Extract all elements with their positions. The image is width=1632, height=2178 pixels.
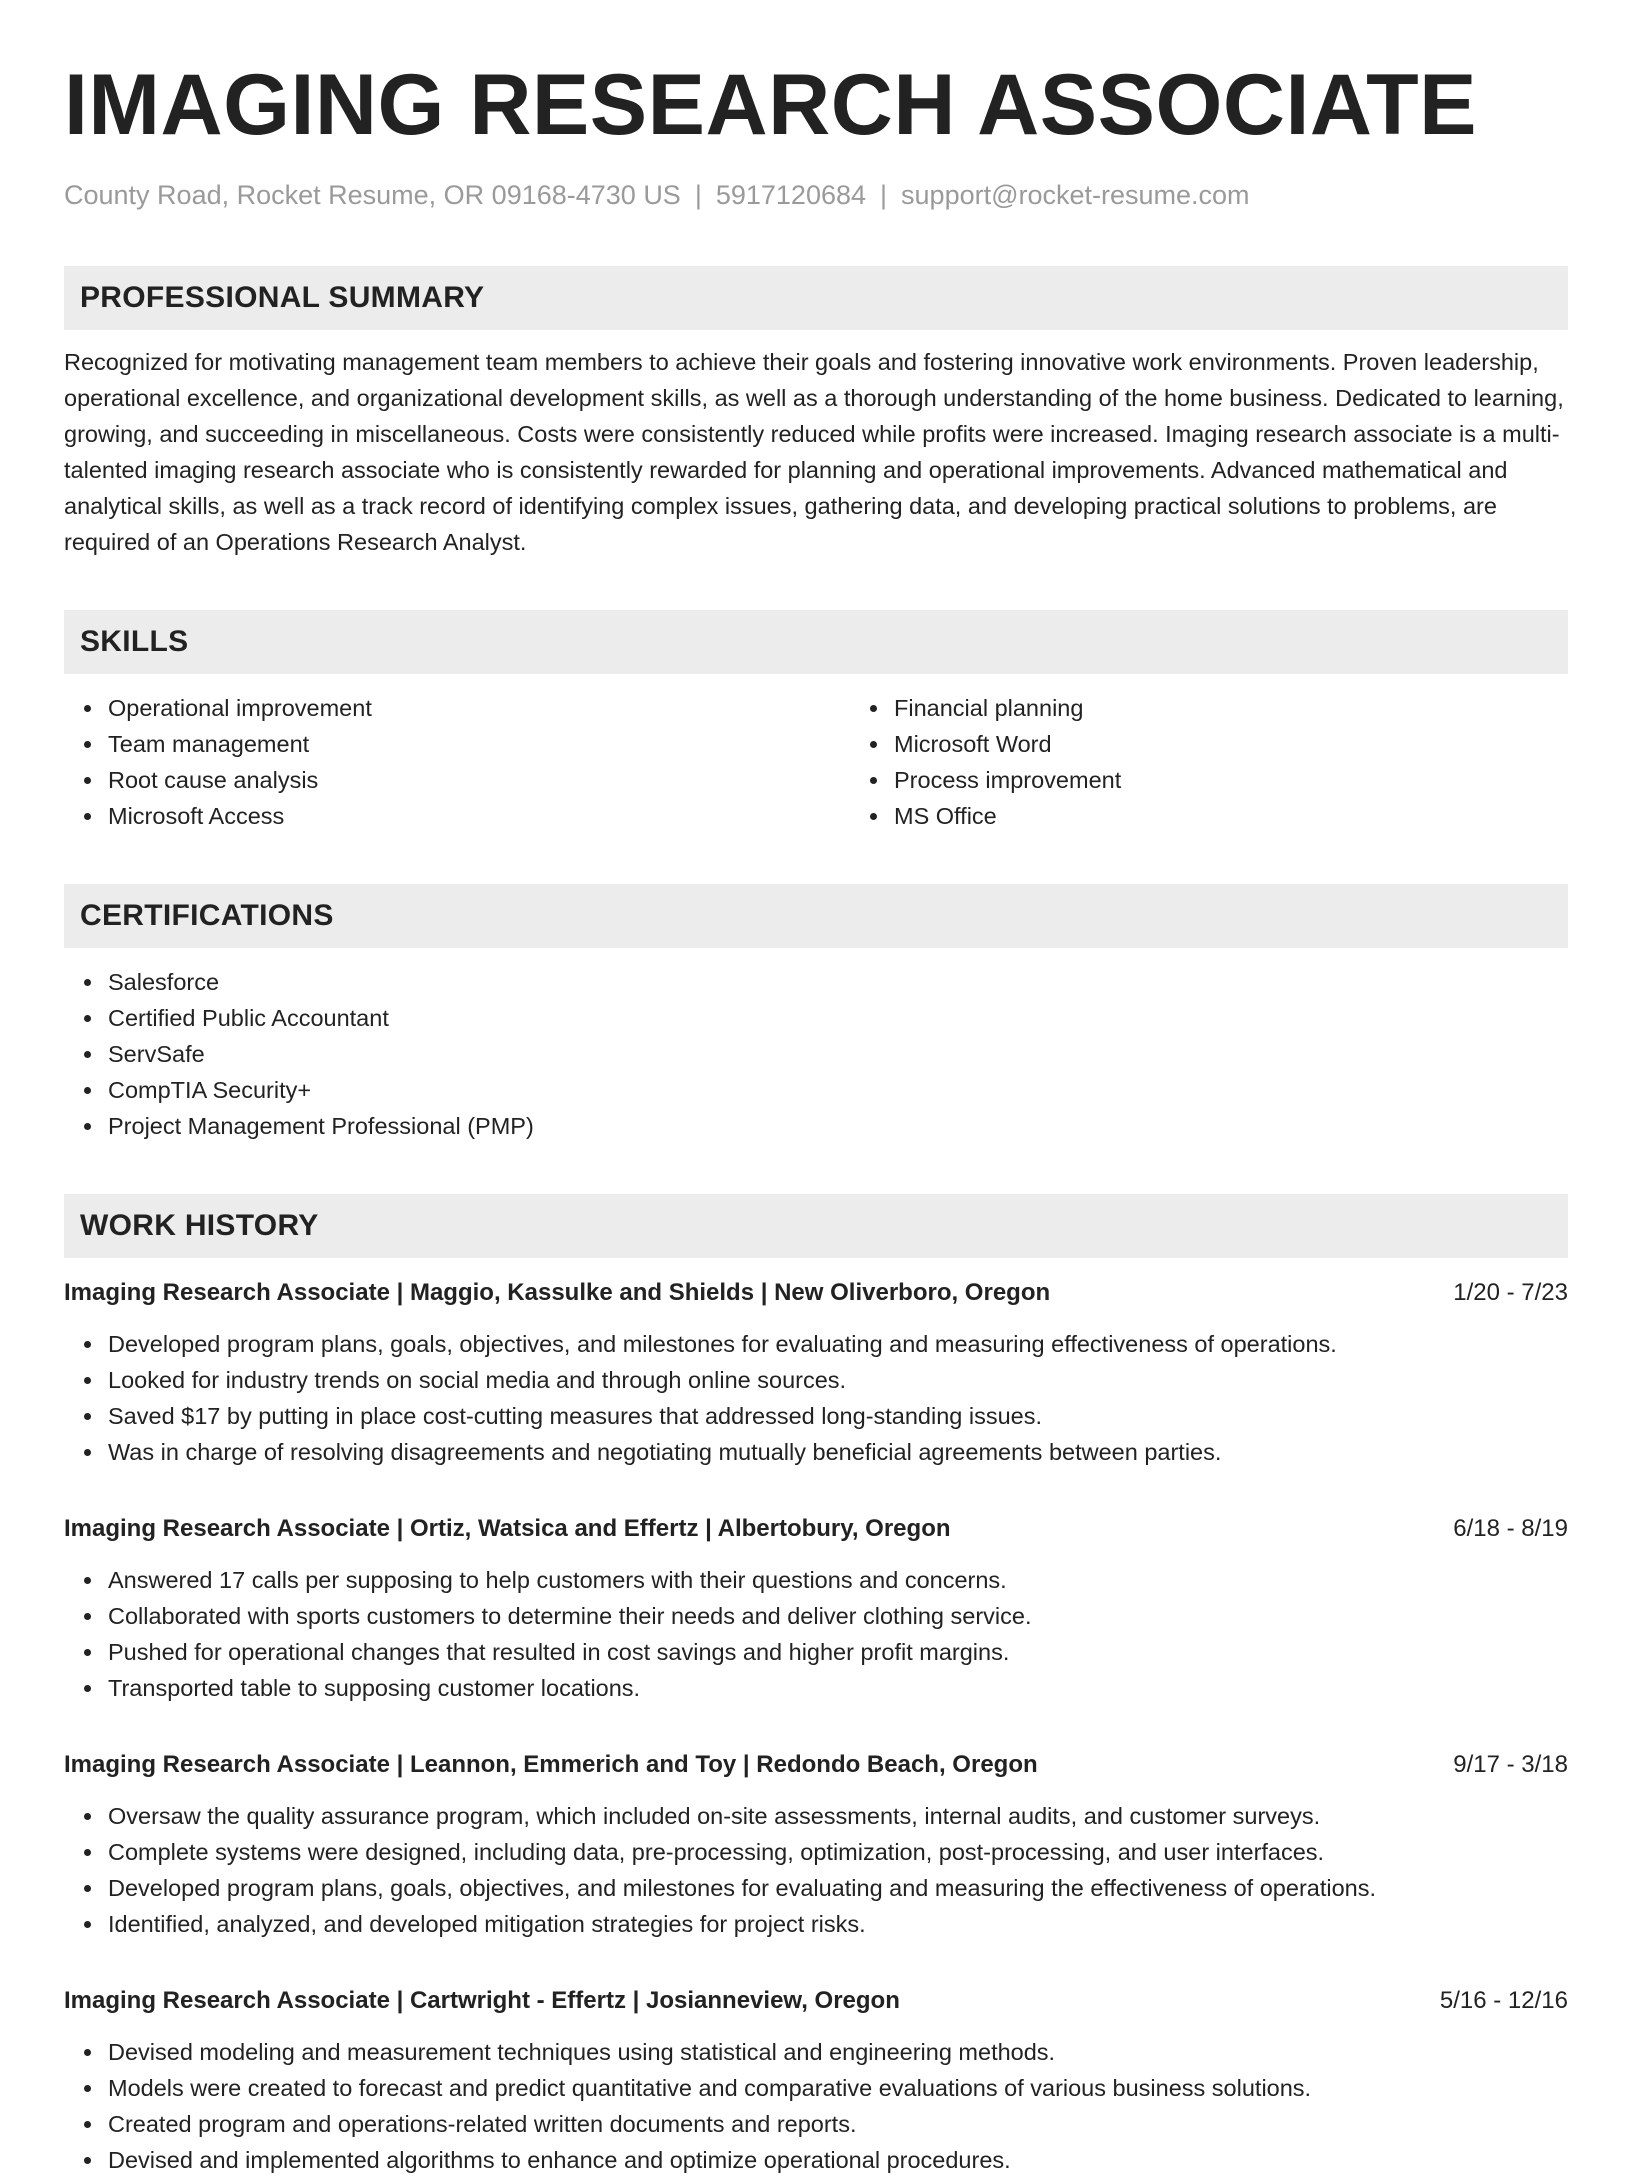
job-bullet: Transported table to supposing customer locations. [108,1670,1568,1706]
skill-item: Team management [108,726,850,762]
skills-column-left [64,690,850,834]
job-header [64,1748,1568,1782]
job-title: Imaging Research Associate | Maggio, Kassulke and Shields | New Oliverboro, Oregon [64,1279,1051,1306]
job-title: Imaging Research Associate | Leannon, Emmerich and Toy | Redondo Beach, Oregon [64,1751,1038,1778]
skill-item: Operational improvement [108,690,850,726]
job-bullet: Developed program plans, goals, objectives, and milestones for evaluating and measuring the effectiveness of operations. [108,1870,1568,1906]
job-bullet: Collaborated with sports customers to determine their needs and deliver clothing service. [108,1598,1568,1634]
job-entry [64,1276,1568,1470]
job-bullet: Complete systems were designed, including data, pre-processing, optimization, post-processing, and user interfaces. [108,1834,1568,1870]
contact-email: support@rocket-resume.com [901,180,1250,210]
section-heading-summary: PROFESSIONAL SUMMARY [64,266,1568,330]
contact-phone: 5917120684 [715,180,867,210]
contact-separator: | [694,180,702,210]
skill-item: Process improvement [894,762,1632,798]
job-bullet: Was in charge of resolving disagreements and negotiating mutually beneficial agreements between parties. [108,1434,1568,1470]
job-bullet: Saved $17 by putting in place cost-cutting measures that addressed long-standing issues. [108,1398,1568,1434]
contact-separator: | [880,180,888,210]
job-entry [64,1512,1568,1706]
job-bullet: Developed program plans, goals, objectives, and milestones for evaluating and measuring effectiveness of operations. [108,1326,1568,1362]
certification-item: ServSafe [108,1036,1568,1072]
job-dates: 9/17 - 3/18 [1453,1751,1568,1778]
job-bullets [64,2034,1568,2178]
contact-line [64,178,1568,212]
job-dates: 5/16 - 12/16 [1439,1987,1568,2014]
job-bullet: Pushed for operational changes that resulted in cost savings and higher profit margins. [108,1634,1568,1670]
certification-item: Project Management Professional (PMP) [108,1108,1568,1144]
job-entry [64,1984,1568,2178]
job-bullet: Devised modeling and measurement techniques using statistical and engineering methods. [108,2034,1568,2070]
skill-item: Microsoft Access [108,798,850,834]
certifications-list [64,964,1568,1144]
skill-item: Financial planning [894,690,1632,726]
job-bullet: Identified, analyzed, and developed mitigation strategies for project risks. [108,1906,1568,1942]
certification-item: CompTIA Security+ [108,1072,1568,1108]
job-title: Imaging Research Associate | Cartwright - Effertz | Josianneview, Oregon [64,1987,900,2014]
summary-text: Recognized for motivating management team members to achieve their goals and fostering innovative work environments. Proven leadership, operational excellence, and organizational development skills, as well as a thorough understanding of the home business. Dedicated to learning, growing, and succeeding in miscellaneous. Costs were consistently reduced while profits were increased. Imaging research associate is a multi-talented imaging research associate who is consistently rewarded for planning and operational improvements. Advanced mathematical and analytical skills, as well as a track record of identifying complex issues, gathering data, and developing practical solutions to problems, are required of an Operations Research Analyst. [64,349,1564,555]
certification-item: Certified Public Accountant [108,1000,1568,1036]
job-entry [64,1748,1568,1942]
job-dates: 6/18 - 8/19 [1453,1515,1568,1542]
job-bullet: Created program and operations-related written documents and reports. [108,2106,1568,2142]
skill-item: Microsoft Word [894,726,1632,762]
certification-item: Salesforce [108,964,1568,1000]
section-heading-work-history: WORK HISTORY [64,1194,1568,1258]
skills-list [64,690,1568,834]
job-bullet: Oversaw the quality assurance program, which included on-site assessments, internal audits, and customer surveys. [108,1798,1568,1834]
skills-column-right [850,690,1632,834]
job-bullet: Models were created to forecast and predict quantitative and comparative evaluations of various business solutions. [108,2070,1568,2106]
job-bullets [64,1326,1568,1470]
job-bullet: Answered 17 calls per supposing to help customers with their questions and concerns. [108,1562,1568,1598]
job-header [64,1984,1568,2018]
job-header [64,1276,1568,1310]
job-bullets [64,1562,1568,1706]
job-header [64,1512,1568,1546]
section-heading-skills: SKILLS [64,610,1568,674]
job-bullets [64,1798,1568,1942]
skill-item: Root cause analysis [108,762,850,798]
resume-name: IMAGING RESEARCH ASSOCIATE [64,57,1477,153]
skill-item: MS Office [894,798,1632,834]
job-bullet: Looked for industry trends on social media and through online sources. [108,1362,1568,1398]
contact-address: County Road, Rocket Resume, OR 09168-4730 US [64,180,681,210]
job-bullet: Devised and implemented algorithms to enhance and optimize operational procedures. [108,2142,1568,2178]
section-heading-certifications: CERTIFICATIONS [64,884,1568,948]
job-dates: 1/20 - 7/23 [1453,1279,1568,1306]
job-title: Imaging Research Associate | Ortiz, Watsica and Effertz | Albertobury, Oregon [64,1515,951,1542]
